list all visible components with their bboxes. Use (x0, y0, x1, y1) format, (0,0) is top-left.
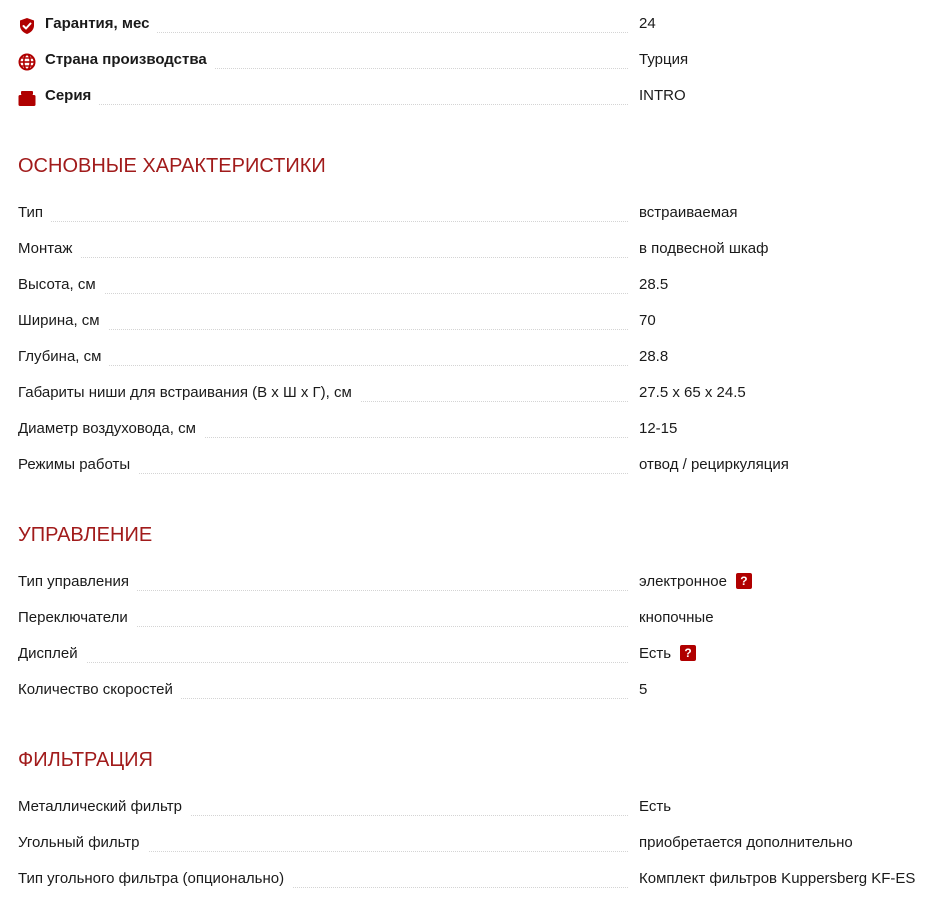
spec-row-country (18, 44, 944, 80)
spec-value: 28.8 (639, 348, 669, 365)
spec-label: Гарантия, мес (18, 15, 157, 33)
spec-row (18, 566, 944, 602)
spec-value: 24 (639, 15, 656, 32)
dotted-leader (18, 662, 628, 663)
spec-value-wrap (639, 645, 696, 663)
spec-value: кнопочные (639, 609, 714, 626)
dotted-leader (18, 257, 628, 258)
globe-icon (18, 53, 36, 71)
spec-value: электронное (639, 573, 727, 590)
spec-row (18, 269, 944, 305)
spec-row (18, 638, 944, 674)
spec-value: 27.5 x 65 x 24.5 (639, 384, 746, 401)
series-box-icon (18, 89, 36, 107)
spec-row (18, 413, 944, 449)
spec-value: Комплект фильтров Kuppersberg KF-ES (639, 870, 916, 887)
spec-value: 70 (639, 312, 656, 329)
spec-row (18, 197, 944, 233)
dotted-leader (18, 329, 628, 330)
spec-label: Количество скоростей (18, 681, 181, 699)
spec-value: 12-15 (639, 420, 678, 437)
spec-value: 5 (639, 681, 648, 698)
help-question-icon[interactable]: ? (736, 573, 752, 589)
help-question-icon[interactable]: ? (680, 645, 696, 661)
section-title-control: УПРАВЛЕНИЕ (18, 524, 153, 546)
spec-label: Ширина, см (18, 312, 108, 330)
spec-row (18, 602, 944, 638)
spec-value: Есть (639, 645, 672, 662)
spec-label: Тип угольного фильтра (опционально) (18, 870, 292, 888)
spec-label: Глубина, см (18, 348, 109, 366)
spec-label: Диаметр воздуховода, см (18, 420, 204, 438)
spec-label: Монтаж (18, 240, 80, 258)
spec-label: Страна производства (18, 51, 215, 69)
spec-value: отвод / рециркуляция (639, 456, 789, 473)
section-title-filtration: ФИЛЬТРАЦИЯ (18, 749, 153, 771)
spec-label: Металлический фильтр (18, 798, 190, 816)
spec-value: Турция (639, 51, 689, 68)
spec-row (18, 305, 944, 341)
spec-value: INTRO (639, 87, 686, 104)
spec-label: Переключатели (18, 609, 136, 627)
dotted-leader (18, 221, 628, 222)
spec-label: Режимы работы (18, 456, 138, 474)
spec-label: Габариты ниши для встраивания (В х Ш х Г), см (18, 384, 360, 402)
shield-check-icon (18, 17, 36, 35)
spec-label: Серия (18, 87, 99, 105)
spec-row (18, 863, 944, 899)
spec-label: Дисплей (18, 645, 86, 663)
spec-value: в подвесной шкаф (639, 240, 769, 257)
spec-value: 28.5 (639, 276, 669, 293)
spec-value: приобретается дополнительно (639, 834, 853, 851)
dotted-leader (18, 365, 628, 366)
dotted-leader (18, 104, 628, 105)
spec-label: Тип управления (18, 573, 137, 591)
spec-value: встраиваемая (639, 204, 738, 221)
spec-row (18, 341, 944, 377)
dotted-leader (18, 293, 628, 294)
spec-row (18, 674, 944, 710)
spec-row (18, 449, 944, 485)
spec-label: Высота, см (18, 276, 104, 294)
spec-row-warranty (18, 8, 944, 44)
spec-row-series (18, 80, 944, 116)
spec-row (18, 827, 944, 863)
spec-label: Угольный фильтр (18, 834, 148, 852)
spec-label: Тип (18, 204, 51, 222)
spec-row (18, 233, 944, 269)
spec-row (18, 377, 944, 413)
spec-value: Есть (639, 798, 672, 815)
section-title-main: ОСНОВНЫЕ ХАРАКТЕРИСТИКИ (18, 155, 326, 177)
spec-row (18, 791, 944, 827)
spec-value-wrap (639, 573, 752, 591)
